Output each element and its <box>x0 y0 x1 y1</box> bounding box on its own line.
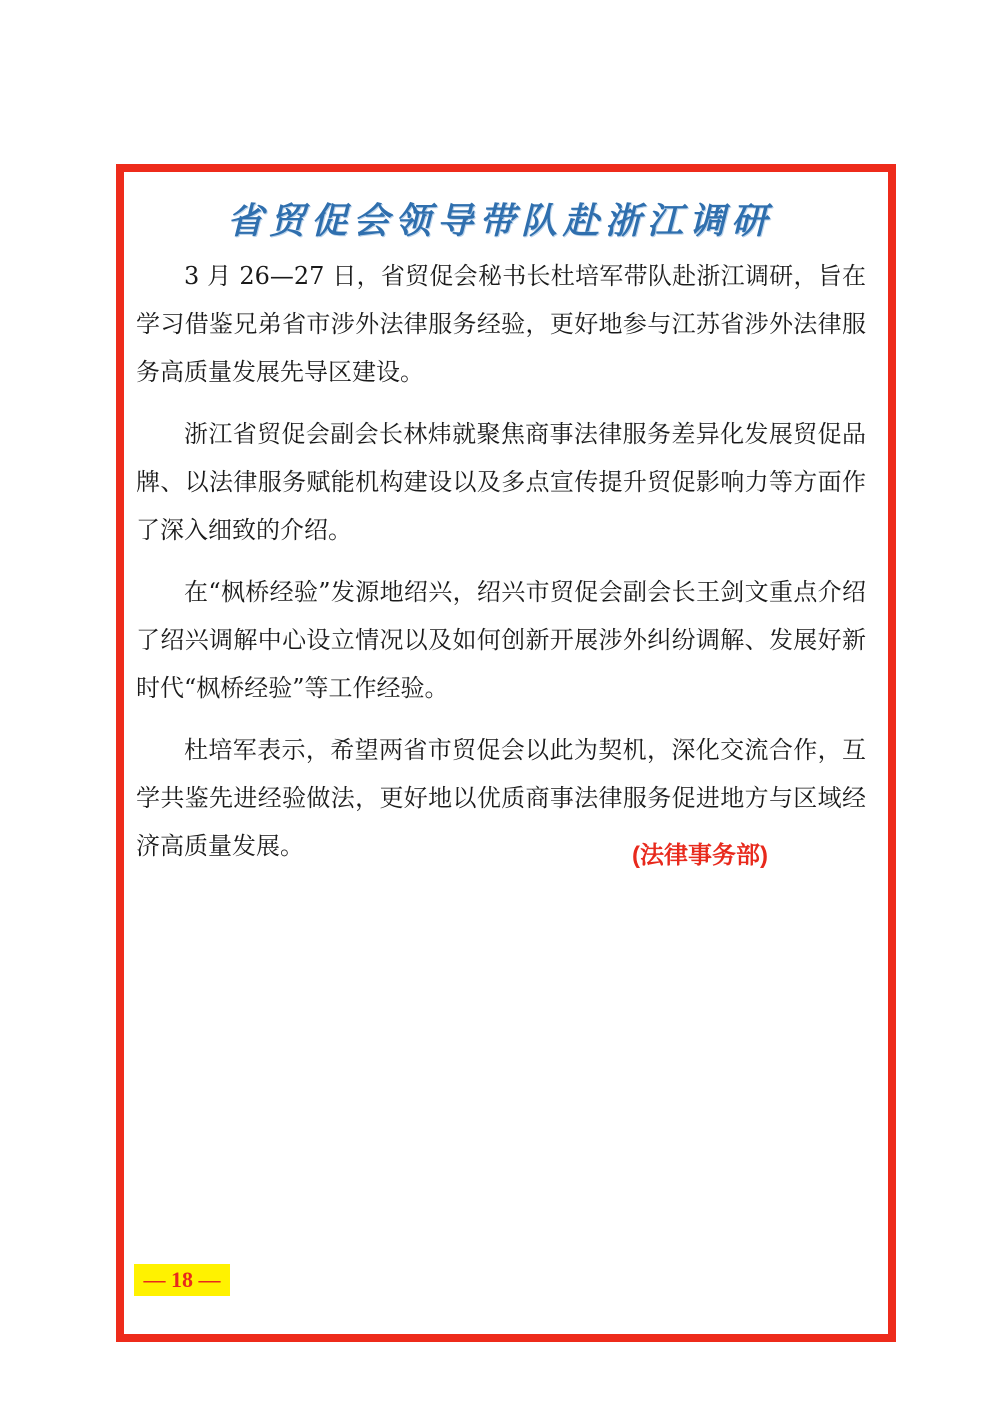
page-number: — 18 — <box>134 1264 230 1296</box>
paragraph-1: 3 月 26—27 日，省贸促会秘书长杜培军带队赴浙江调研，旨在学习借鉴兄弟省市涉外法律服务经验，更好地参与江苏省涉外法律服务高质量发展先导区建设。 <box>136 262 866 386</box>
paragraph-4: 杜培军表示，希望两省市贸促会以此为契机，深化交流合作，互学共鉴先进经验做法，更好地以优质商事法律服务促进地方与区域经济高质量发展。 <box>136 736 866 860</box>
article-body <box>136 252 866 884</box>
paragraph-2: 浙江省贸促会副会长林炜就聚焦商事法律服务差异化发展贸促品牌、以法律服务赋能机构建设以及多点宣传提升贸促影响力等方面作了深入细致的介绍。 <box>136 420 866 544</box>
paragraph-3: 在“枫桥经验”发源地绍兴，绍兴市贸促会副会长王剑文重点介绍了绍兴调解中心设立情况以及如何创新开展涉外纠纷调解、发展好新时代“枫桥经验”等工作经验。 <box>136 578 866 702</box>
article-title: 省贸促会领导带队赴浙江调研 <box>226 200 773 242</box>
closing-paragraph-block <box>136 726 866 870</box>
department-signature: (法律事务部) <box>632 842 768 869</box>
